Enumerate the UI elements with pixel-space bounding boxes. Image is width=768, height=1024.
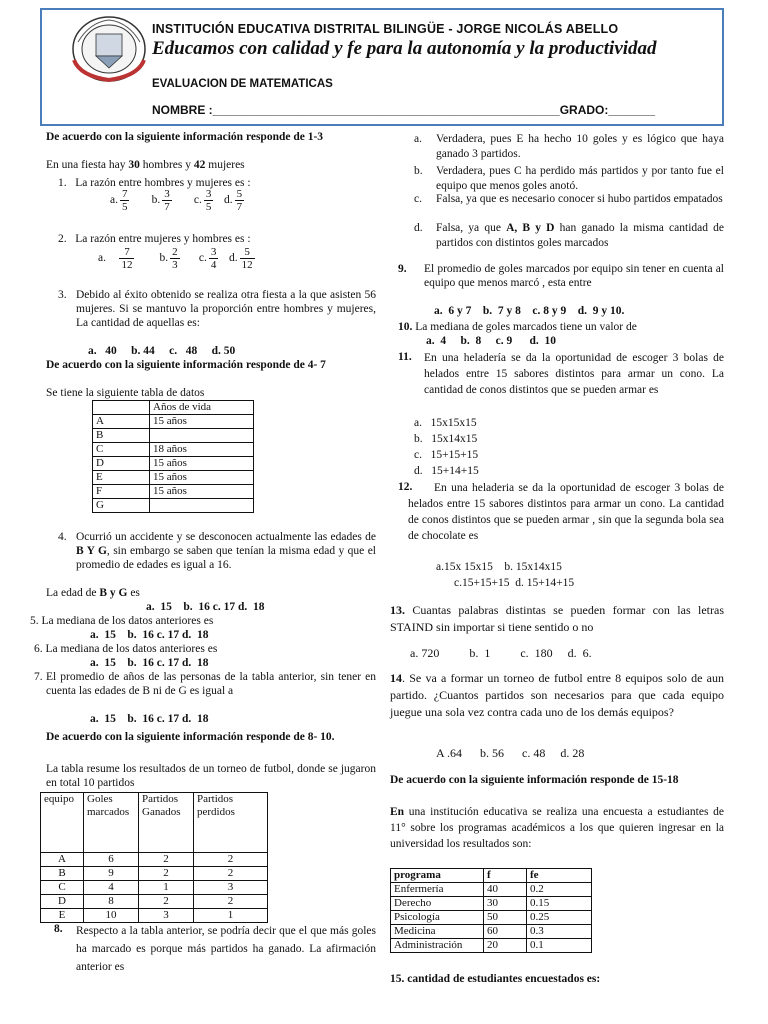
question-14-options: A .64 b. 56 c. 48 d. 28 (436, 746, 585, 760)
table-header: Años de vida (150, 401, 254, 415)
question-6-options: a. 15 b. 16 c. 17 d. 18 (90, 657, 209, 669)
table-row: B 9 2 2 (41, 867, 268, 881)
question-9: El promedio de goles marcados por equipo sin tener en cuenta al equipo que menos marcó , esta entre (424, 263, 724, 289)
option[interactable]: d. $\frac{5}{7}$ (223, 188, 243, 213)
table-row: Derecho 30 0.15 (391, 897, 592, 911)
table-row: A 15 años (93, 415, 254, 429)
school-crest-icon (70, 14, 148, 84)
question-11-options (414, 416, 479, 478)
option[interactable]: b. 15x14x15 (414, 433, 478, 445)
question-5: 5. La mediana de los datos anteriores es (30, 615, 214, 627)
option[interactable]: a. $\frac{7}{5}$ (110, 188, 128, 213)
section-1-title: De acuerdo con la siguiente información responde de 1-3 (46, 131, 324, 143)
table-row: E 15 años (93, 471, 254, 485)
question-9-number: 9. (398, 263, 407, 275)
option[interactable]: b. $\frac{2}{3}$ (159, 246, 178, 271)
question-1-options (110, 188, 246, 213)
option[interactable]: a. $\frac{7}{12}$ (98, 246, 133, 271)
section-3-title: De acuerdo con la siguiente información responde de 8- 10. (46, 731, 335, 743)
table-header-row: programa f fe (391, 869, 592, 883)
option-letter: d. (414, 222, 423, 234)
table-row: F 15 años (93, 485, 254, 499)
question-15: 15. cantidad de estudiantes encuestados es: (390, 973, 601, 985)
question-3-number: 3. (58, 289, 67, 301)
option[interactable]: a. 15x15x15 (414, 417, 477, 429)
question-6: 6. La mediana de los datos anteriores es (34, 643, 218, 655)
table-row: D 15 años (93, 457, 254, 471)
table-row: A 6 2 2 (41, 853, 268, 867)
question-2: 2. La razón entre mujeres y hombres es : (58, 233, 251, 245)
table-header-row: equipo Goles marcados Partidos Ganados Partidos perdidos (41, 793, 268, 853)
question-3-options: a. 40 b. 44 c. 48 d. 50 (88, 345, 236, 357)
question-8-option-d[interactable]: Falsa, ya que A, B y D han ganado la misma cantidad de partidos con distintos goles marcados (436, 222, 725, 249)
question-4-options: a. 15 b. 16 c. 17 d. 18 (146, 601, 265, 613)
ages-table (92, 400, 254, 513)
table-row: E 10 3 1 (41, 909, 268, 923)
question-4-sub: La edad de B y G es (46, 587, 140, 599)
section-1-intro: En una fiesta hay 30 hombres y 42 mujeres (46, 159, 245, 171)
question-13-options: a. 720 b. 1 c. 180 d. 6. (410, 646, 592, 660)
question-3: Debido al éxito obtenido se realiza otra fiesta a la que asisten 56 mujeres. Si se mantuvo la proporción entre hombres y mujeres, La cantidad de aquellas es: (76, 289, 376, 329)
table-row: C 4 1 3 (41, 881, 268, 895)
table-row: D 8 2 2 (41, 895, 268, 909)
table-row: G (93, 499, 254, 513)
evaluation-title: EVALUACION DE MATEMATICAS (152, 78, 333, 90)
question-2-options (98, 246, 257, 271)
table-row: B (93, 429, 254, 443)
option[interactable]: d. $\frac{5}{12}$ (228, 246, 253, 271)
option[interactable]: c. $\frac{3}{5}$ (193, 188, 212, 213)
survey-table (390, 868, 592, 953)
section-2-intro: Se tiene la siguiente tabla de datos (46, 387, 205, 399)
question-14: 14. Se va a formar un torneo de futbol entre 8 equipos solo de aun partido. ¿Cuantos partidos son necesarios para que cada equipo juegue una sola vez contra cada uno de los demás equipos? (390, 671, 724, 719)
table-row: Administración 20 0.1 (391, 939, 592, 953)
option-letter: c. (414, 193, 422, 205)
table-row: C 18 años (93, 443, 254, 457)
header-box (40, 8, 724, 126)
question-8-option-c[interactable]: Falsa, ya que es necesario conocer si hubo partidos empatados (436, 193, 723, 205)
option[interactable]: b. $\frac{3}{7}$ (151, 188, 170, 213)
question-4-number: 4. (58, 531, 67, 543)
section-3-intro: La tabla resume los resultados de un torneo de futbol, donde se jugaron en total 10 partidos (46, 763, 376, 789)
question-12-options-row-2: c.15+15+15 d. 15+14+15 (454, 577, 575, 589)
question-7: El promedio de años de las personas de la tabla anterior, sin tener en cuenta las edades de B ni de G es igual a (46, 671, 376, 697)
question-13: 13. Cuantas palabras distintas se pueden formar con las letras STAIND sin importar si tiene sentido o no (390, 603, 724, 634)
question-7-number: 7. (34, 671, 43, 683)
question-7-options: a. 15 b. 16 c. 17 d. 18 (90, 713, 209, 725)
section-4-title: De acuerdo con la siguiente información responde de 15-18 (390, 774, 679, 786)
question-5-options: a. 15 b. 16 c. 17 d. 18 (90, 629, 209, 641)
table-header (93, 401, 150, 415)
option-letter: b. (414, 165, 423, 177)
option[interactable]: c. $\frac{3}{4}$ (198, 246, 217, 271)
institution-motto: Educamos con calidad y fe para la autonomía y la productividad (152, 38, 657, 59)
table-row: Enfermería 40 0.2 (391, 883, 592, 897)
question-10: 10. La mediana de goles marcados tiene un valor de (398, 321, 637, 333)
tournament-table (40, 792, 268, 923)
question-11: En una heladería se da la oportunidad de escoger 3 bolas de helados entre 15 sabores distintos para armar un cono. La cantidad de conos distintos que se pueden armar es (424, 352, 724, 396)
question-12-options-row-1: a.15x 15x15 b. 15x14x15 (436, 561, 562, 573)
option-letter: a. (414, 133, 422, 145)
question-8-option-a[interactable]: Verdadera, pues E ha hecho 10 goles y es lógico que haya ganado 3 partidos. (436, 133, 724, 160)
question-1: 1. La razón entre hombres y mujeres es : (58, 177, 251, 189)
question-8: Respecto a la tabla anterior, se podría decir que el que más goles ha marcado es porque más partidos ha ganado. La afirmación anterior es (76, 925, 376, 973)
table-row: Medicina 60 0.3 (391, 925, 592, 939)
question-12-number: 12. (398, 481, 413, 493)
question-8-number: 8. (54, 923, 63, 935)
institution-name: INSTITUCIÓN EDUCATIVA DISTRITAL BILINGÜE - JORGE NICOLÁS ABELLO (152, 22, 619, 36)
question-8-option-b[interactable]: Verdadera, pues C ha perdido más partidos y por tanto fue el equipo que menos goles anotó. (436, 165, 724, 192)
option[interactable]: d. 15+14+15 (414, 465, 479, 477)
table-row: Psicología 50 0.25 (391, 911, 592, 925)
section-2-title: De acuerdo con la siguiente información responde de 4- 7 (46, 359, 326, 371)
question-9-options: a. 6 y 7 b. 7 y 8 c. 8 y 9 d. 9 y 10. (434, 305, 625, 317)
question-10-options: a. 4 b. 8 c. 9 d. 10 (426, 335, 557, 347)
option[interactable]: c. 15+15+15 (414, 449, 479, 461)
question-12: En una heladeria se da la oportunidad de escoger 3 bolas de helados entre 15 sabores distintos para armar un cono. La cantidad de conos distintos que se pueden armar , sin que la segunda bola sea de chocolate es (408, 482, 724, 542)
question-11-number: 11. (398, 351, 412, 363)
name-grade-field[interactable]: NOMBRE :____________________________________________________GRADO:_______ (152, 103, 656, 117)
question-4: Ocurrió un accidente y se desconocen actualmente las edades de B Y G, sin embargo se saben que tenían la misma edad y que el promedio de edades es igual a 16. (76, 531, 376, 571)
section-4-intro: En una institución educativa se realiza una encuesta a estudiantes de 11° sobre los programas académicos a los que quieren ingresar en la universidad los resultados son: (390, 806, 724, 850)
